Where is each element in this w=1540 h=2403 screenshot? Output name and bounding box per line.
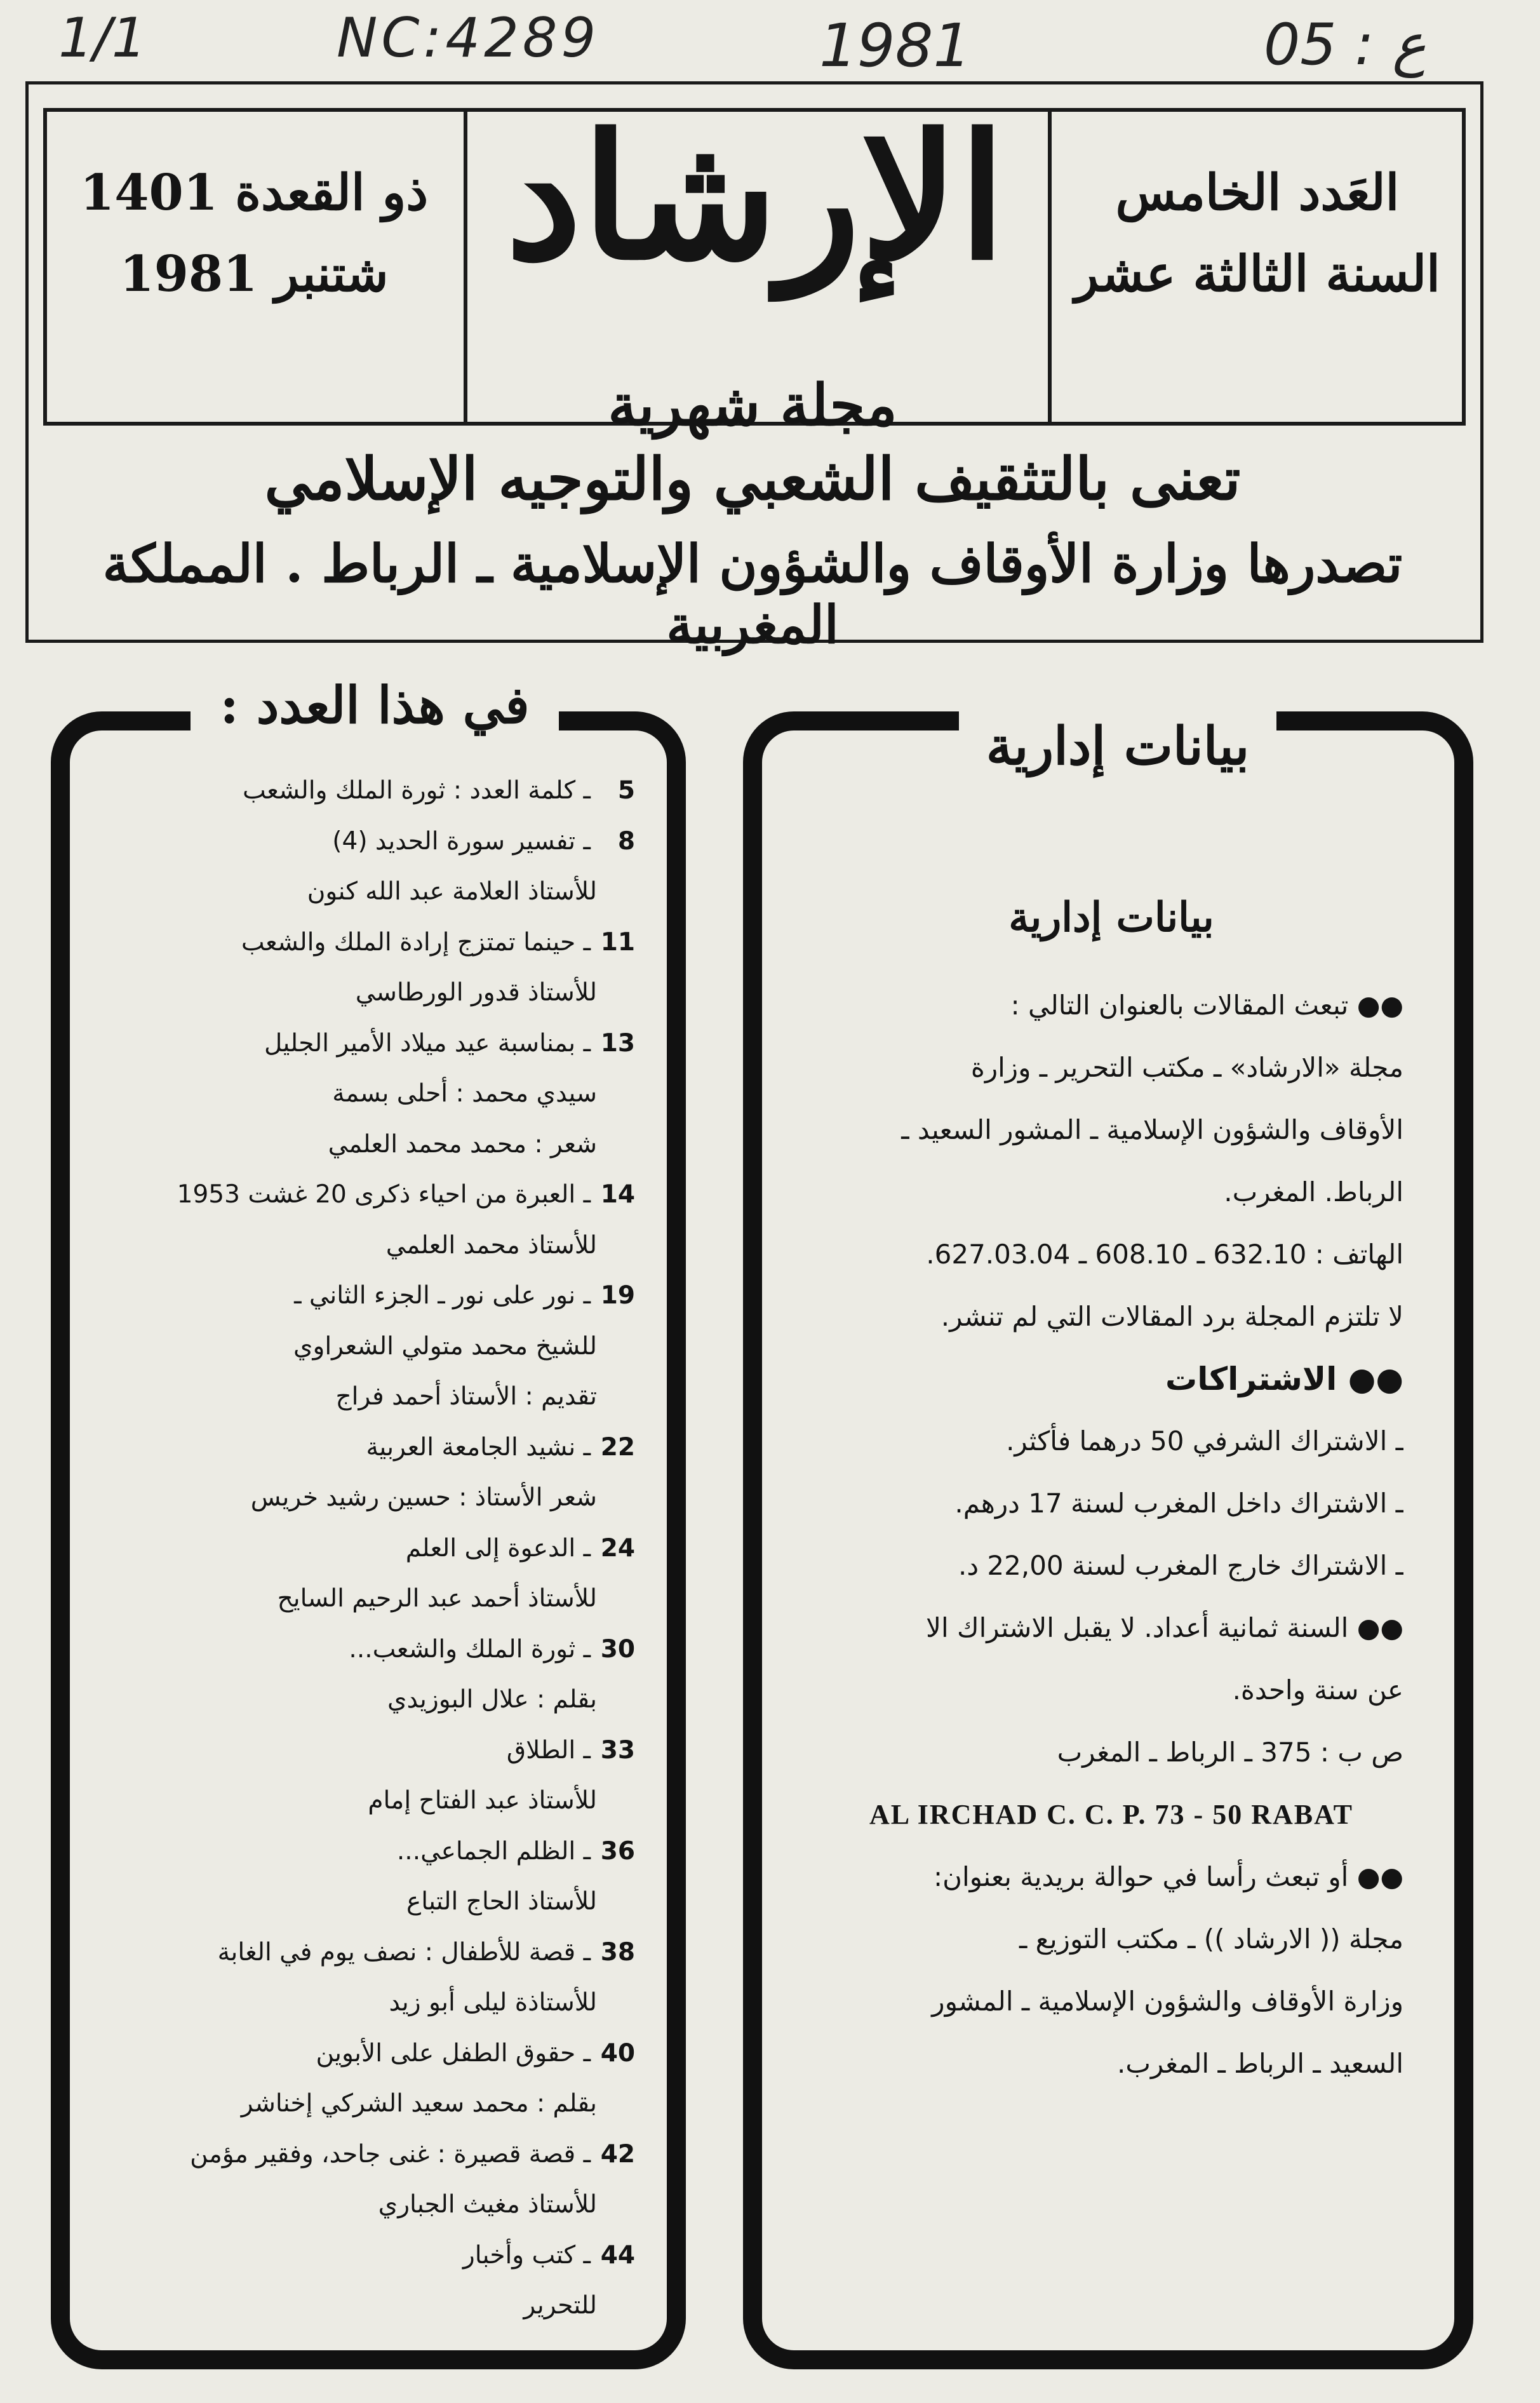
handwritten-catalog-number: NC:4289 — [337, 6, 600, 70]
toc-entry-text: ـ نشيد الجامعة العربية — [366, 1432, 591, 1462]
toc-entry — [102, 1927, 635, 1978]
admin-line-text: السعيد ـ الرباط ـ المغرب. — [1117, 2048, 1403, 2079]
toc-entry — [102, 866, 635, 917]
handwritten-issue-mark: ع : 05 — [1264, 11, 1426, 78]
issue-year: السنة الثالثة عشر — [1075, 245, 1440, 303]
toc-entry-text: للأستاذ محمد العلمي — [385, 1230, 597, 1260]
toc-entry — [102, 816, 635, 867]
toc-entry-text: ـ بمناسبة عيد ميلاد الأمير الجليل — [264, 1028, 591, 1058]
toc-page-number: 5 — [617, 776, 635, 805]
toc-entry-text: ـ الدعوة إلى العلم — [405, 1533, 591, 1563]
admin-line — [819, 1784, 1403, 1846]
toc-page-number: 40 — [600, 2038, 635, 2068]
toc-entry-text: سيدي محمد : أحلى بسمة — [332, 1079, 597, 1108]
admin-line — [819, 1970, 1403, 2033]
toc-entry-text: للتحرير — [523, 2291, 597, 2320]
admin-line-text: الرباط. المغرب. — [1224, 1176, 1403, 1208]
toc-entry — [102, 1068, 635, 1119]
toc-page-number: 8 — [617, 826, 635, 856]
gregorian-date: شتنبر 1981 — [119, 245, 389, 303]
toc-entry-text: ـ نور على نور ـ الجزء الثاني ـ — [294, 1281, 591, 1310]
toc-entry-text: ـ كتب وأخبار — [462, 2240, 591, 2270]
admin-body — [819, 883, 1403, 2095]
admin-line — [819, 1223, 1403, 1286]
toc-entry-text: للأستاذ الحاج التباع — [406, 1887, 597, 1916]
toc-entry — [102, 2129, 635, 2180]
toc-page-number: 42 — [600, 2139, 635, 2169]
admin-line-text: السنة ثمانية أعداد. لا يقبل الاشتراك الا — [926, 1612, 1349, 1643]
toc-entry — [102, 1422, 635, 1473]
bullet-icon: ●● — [1356, 990, 1403, 1021]
toc-entry — [102, 1674, 635, 1725]
toc-entry-text: بقلم : علال البوزيدي — [387, 1685, 597, 1714]
admin-line — [819, 1721, 1403, 1784]
admin-title: بيانات إدارية — [1008, 894, 1214, 941]
handwritten-year: 1981 — [819, 11, 972, 81]
toc-entry — [102, 1775, 635, 1826]
toc-page-number: 19 — [600, 1281, 635, 1310]
toc-page-number: 30 — [600, 1634, 635, 1664]
toc-entry — [102, 765, 635, 816]
toc-list — [102, 765, 635, 2331]
admin-line-text: ـ الاشتراك داخل المغرب لسنة 17 درهم. — [954, 1488, 1403, 1519]
admin-line-text: الهاتف : 632.10 ـ 608.10 ـ 627.03.04. — [926, 1239, 1403, 1270]
toc-entry-text: شعر الأستاذ : حسين رشيد خريس — [250, 1483, 597, 1512]
magazine-publisher: تصدرها وزارة الأوقاف والشؤون الإسلامية ـ الرباط . المملكة المغربية — [102, 534, 1403, 656]
toc-entry — [102, 1220, 635, 1271]
toc-entry-text: تقديم : الأستاذ أحمد فراج — [335, 1382, 597, 1411]
admin-line — [819, 1348, 1403, 1410]
toc-entry — [102, 1624, 635, 1675]
toc-entry — [102, 1169, 635, 1220]
toc-entry-text: ـ تفسير سورة الحديد (4) — [332, 826, 591, 856]
admin-line-text: ـ الاشتراك الشرفي 50 درهما فأكثر. — [1006, 1425, 1403, 1457]
toc-entry-text: للأستاذ مغيث الجباري — [378, 2190, 597, 2219]
admin-header: بيانات إدارية — [959, 705, 1276, 788]
admin-line — [819, 1037, 1403, 1099]
toc-entry — [102, 1977, 635, 2028]
toc-entry-text: ـ كلمة العدد : ثورة الملك والشعب — [242, 776, 591, 805]
toc-entry — [102, 1725, 635, 1776]
toc-entry-text: للشيخ محمد متولي الشعراوي — [293, 1331, 597, 1361]
toc-header: في هذا العدد : — [191, 667, 559, 743]
toc-entry — [102, 1018, 635, 1069]
toc-page-number: 14 — [600, 1180, 635, 1209]
toc-page-number: 22 — [600, 1432, 635, 1462]
issue-info — [1054, 152, 1461, 315]
issue-number: العَدد الخامس — [1115, 164, 1400, 222]
admin-line-text: مجلة «الارشاد» ـ مكتب التحرير ـ وزارة — [970, 1052, 1403, 1083]
toc-page-number: 11 — [600, 927, 635, 957]
toc-page-number: 44 — [600, 2240, 635, 2270]
toc-entry — [102, 1876, 635, 1927]
toc-entry — [102, 1270, 635, 1321]
admin-line-text: لا تلتزم المجلة برد المقالات التي لم تنشر. — [941, 1301, 1403, 1332]
admin-line — [819, 1846, 1403, 1908]
toc-entry — [102, 1472, 635, 1523]
toc-entry — [102, 1573, 635, 1624]
admin-line-text: وزارة الأوقاف والشؤون الإسلامية ـ المشور — [932, 1986, 1403, 2017]
admin-line — [819, 1410, 1403, 1472]
bullet-icon: ●● — [1356, 1612, 1403, 1643]
handwritten-volume-mark: 1/1 — [58, 6, 147, 70]
admin-line-text: ـ الاشتراك خارج المغرب لسنة 22,00 د. — [958, 1550, 1403, 1581]
admin-line-text: عن سنة واحدة. — [1232, 1674, 1403, 1706]
toc-entry — [102, 2230, 635, 2281]
toc-entry-text: للأستاذ عبد الفتاح إمام — [368, 1786, 597, 1815]
issue-date — [51, 152, 457, 315]
admin-line — [819, 974, 1403, 1037]
toc-page-number: 33 — [600, 1735, 635, 1765]
toc-entry-text: ـ الظلم الجماعي... — [396, 1836, 591, 1866]
admin-line-text: أو تبعث رأسا في حوالة بريدية بعنوان: — [933, 1861, 1349, 1892]
admin-line — [819, 2033, 1403, 2095]
toc-entry — [102, 967, 635, 1018]
toc-entry-text: للأستاذة ليلى أبو زيد — [389, 1988, 597, 2017]
magazine-tagline: تعنى بالتثقيف الشعبي والتوجيه الإسلامي — [264, 445, 1241, 513]
toc-entry-text: ـ العبرة من احياء ذكرى 20 غشت 1953 — [177, 1180, 591, 1209]
toc-page-number: 13 — [600, 1028, 635, 1058]
toc-entry — [102, 1523, 635, 1574]
admin-lines — [819, 974, 1403, 2095]
admin-line — [819, 1286, 1403, 1348]
toc-page-number: 24 — [600, 1533, 635, 1563]
admin-line-text: الأوقاف والشؤون الإسلامية ـ المشور السعيد ـ — [901, 1114, 1403, 1145]
toc-entry-text: بقلم : محمد سعيد الشركي إخناشر — [241, 2089, 597, 2118]
toc-entry-text: ـ الطلاق — [506, 1735, 591, 1765]
magazine-frequency: مجلة شهرية — [608, 372, 897, 439]
toc-entry — [102, 1119, 635, 1170]
toc-entry — [102, 2280, 635, 2331]
admin-line-text: ص ب : 375 ـ الرباط ـ المغرب — [1057, 1737, 1403, 1768]
admin-line-text: الاشتراكات — [1165, 1361, 1337, 1397]
bullet-icon: ●● — [1348, 1361, 1403, 1397]
toc-entry-text: ـ قصة للأطفال : نصف يوم في الغابة — [217, 1937, 591, 1967]
toc-entry-text: ـ حينما تمتزج إرادة الملك والشعب — [241, 927, 591, 957]
toc-page-number: 36 — [600, 1836, 635, 1866]
toc-entry-text: للأستاذ قدور الورطاسي — [355, 978, 597, 1007]
toc-entry — [102, 1371, 635, 1422]
hijri-date: ذو القعدة 1401 — [79, 164, 429, 222]
admin-line — [819, 1659, 1403, 1721]
admin-line-text: تبعث المقالات بالعنوان التالي : — [1010, 990, 1349, 1021]
magazine-title: الإرشاد — [505, 96, 1007, 298]
toc-entry-text: ـ حقوق الطفل على الأبوين — [316, 2038, 591, 2068]
toc-entry — [102, 1826, 635, 1877]
admin-line — [819, 1099, 1403, 1161]
admin-line — [819, 1597, 1403, 1659]
toc-entry — [102, 2078, 635, 2129]
toc-entry-text: شعر : محمد محمد العلمي — [328, 1129, 597, 1159]
toc-page-number: 38 — [600, 1937, 635, 1967]
admin-line — [819, 1908, 1403, 1970]
toc-entry-text: للأستاذ أحمد عبد الرحيم السايح — [277, 1584, 597, 1613]
admin-line-text: مجلة (( الارشاد )) ـ مكتب التوزيع ـ — [1019, 1923, 1403, 1955]
admin-line — [819, 1535, 1403, 1597]
toc-entry-text: للأستاذ العلامة عبد الله كنون — [307, 877, 597, 906]
toc-entry — [102, 1321, 635, 1372]
toc-entry-text: ـ قصة قصيرة : غنى جاحد، وفقير مؤمن — [190, 2139, 591, 2169]
toc-entry — [102, 2179, 635, 2230]
bullet-icon: ●● — [1356, 1861, 1403, 1892]
toc-entry — [102, 2028, 635, 2079]
toc-entry — [102, 917, 635, 968]
toc-entry-text: ـ ثورة الملك والشعب... — [349, 1634, 591, 1664]
admin-line — [819, 1161, 1403, 1223]
admin-line-text: AL IRCHAD C. C. P. 73 - 50 RABAT — [869, 1799, 1353, 1830]
admin-line — [819, 1472, 1403, 1535]
